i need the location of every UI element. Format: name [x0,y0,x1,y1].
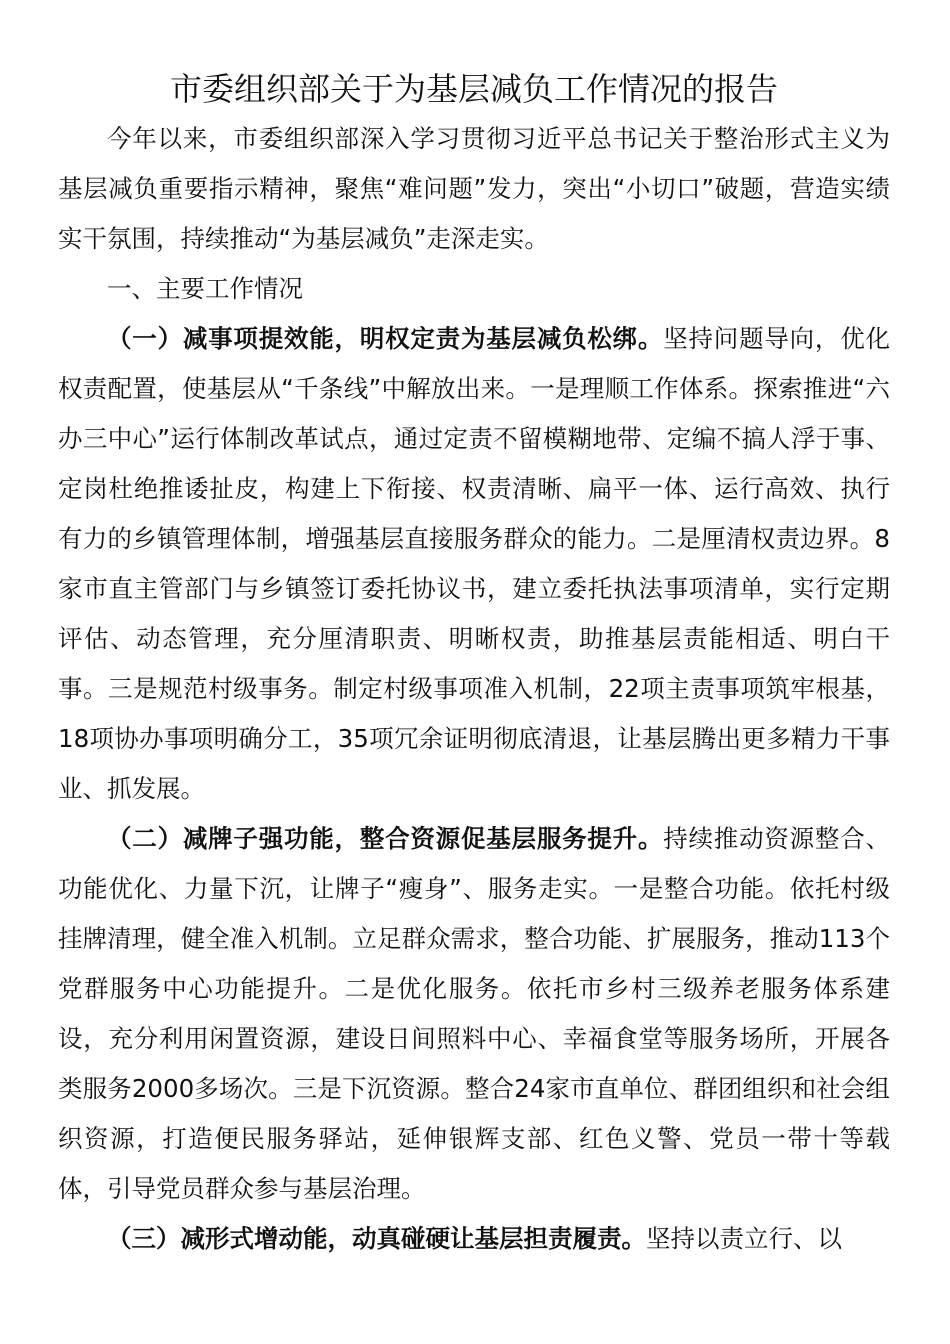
item-paragraph-1 [58,314,890,814]
item-paragraph-2 [58,814,890,1214]
section-heading: 一、主要工作情况 [107,274,303,303]
item-text-3: 坚持以责立行、以 [646,1224,842,1253]
item-paragraph-3 [58,1214,890,1264]
intro-paragraph: 今年以来，市委组织部深入学习贯彻习近平总书记关于整治形式主义为基层减负重要指示精神，聚焦“难问题”发力，突出“小切口”破题，营造实绩实干氛围，持续推动“为基层减负”走深走实。 [58,124,890,253]
item-text-2: 持续推动资源整合、功能优化、力量下沉，让牌子“瘦身”、服务走实。一是整合功能。依托村级挂牌清理，健全准入机制。立足群众需求，整合功能、扩展服务，推动113个党群服务中心功能提升。二是优化服务。依托市乡村三级养老服务体系建设，充分利用闲置资源，建设日间照料中心、幸福食堂等服务场所，开展各类服务2000多场次。三是下沉资源。整合24家市直单位、群团组织和社会组织资源，打造便民服务驿站，延伸银辉支部、红色义警、党员一带十等载体，引导党员群众参与基层治理。 [58,824,891,1203]
document-title: 市委组织部关于为基层减负工作情况的报告 [169,70,778,108]
item-lead-2: （二）减牌子强功能，整合资源促基层服务提升。 [107,824,664,853]
item-text-1: 坚持问题导向，优化权责配置，使基层从“千条线”中解放出来。一是理顺工作体系。探索推进“六办三中心”运行体制改革试点，通过定责不留模糊地带、定编不搞人浮于事、定岗杜绝推诿扯皮，构建上下衔接、权责清晰、扁平一体、运行高效、执行有力的乡镇管理体制，增强基层直接服务群众的能力。二是厘清权责边界。8家市直主管部门与乡镇签订委托协议书，建立委托执法事项清单，实行定期评估、动态管理，充分厘清职责、明晰权责，助推基层责能相适、明白干事。三是规范村级事务。制定村级事项准入机制，22项主责事项筑牢根基，18项协办事项明确分工，35项冗余证明彻底清退，让基层腾出更多精力干事业、抓发展。 [58,324,891,803]
item-lead-3: （三）减形式增动能，动真碰硬让基层担责履责。 [107,1224,646,1253]
item-lead-1: （一）减事项提效能，明权定责为基层减负松绑。 [107,324,664,353]
